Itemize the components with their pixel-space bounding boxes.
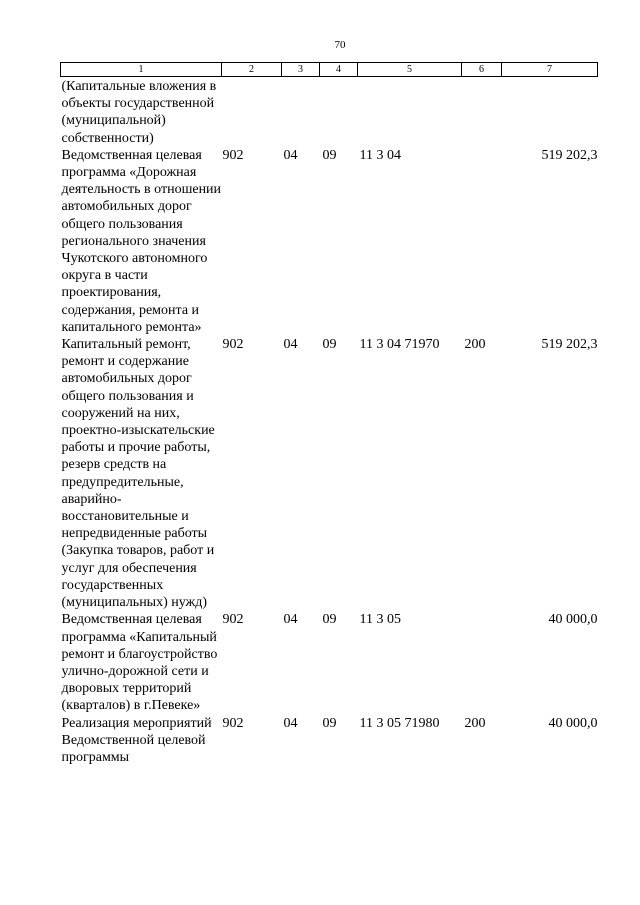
row-section-code: 04 bbox=[283, 715, 298, 731]
row-section-code: 04 bbox=[283, 612, 298, 628]
row-target-code: 11 3 05 71980 bbox=[359, 715, 440, 731]
row-ministry-code: 902 bbox=[222, 147, 244, 163]
column-number-4: 4 bbox=[320, 63, 358, 77]
table-row bbox=[61, 77, 598, 147]
row-ministry-code: 902 bbox=[222, 337, 244, 353]
column-number-6: 6 bbox=[462, 63, 502, 77]
row-target-code: 11 3 05 bbox=[359, 612, 401, 628]
table-row bbox=[61, 715, 598, 767]
row-subsection-code: 09 bbox=[322, 337, 337, 353]
row-name: Реализация мероприятий Ведомственной целевой программы bbox=[61, 715, 212, 765]
row-subsection-code: 09 bbox=[322, 612, 337, 628]
row-section-code: 04 bbox=[283, 147, 298, 163]
page-number: 70 bbox=[334, 39, 346, 51]
row-amount: 519 202,3 bbox=[541, 147, 598, 163]
row-amount bbox=[502, 77, 598, 147]
budget-table bbox=[60, 62, 598, 766]
row-amount: 40 000,0 bbox=[548, 612, 598, 628]
column-number-5: 5 bbox=[358, 63, 462, 77]
row-kind-code bbox=[462, 147, 502, 336]
row-name: Ведомственная целевая программа «Дорожная деятельность в отношении автомобильных дорог общего пользования регионального значения Чукотского автономного округа в части проектирования, содержания, ремонта и капитального ремонта» bbox=[61, 147, 222, 335]
row-ministry-code bbox=[222, 77, 282, 147]
row-name: Капитальный ремонт, ремонт и содержание автомобильных дорог общего пользования и сооружений на них, проектно-изыскательские работы и прочие работы, резерв средств на предупредительные, аварийно-восстановительные и непредвиденные работы (Закупка товаров, работ и услуг для обеспечения государственных (муниципальных) нужд) bbox=[61, 337, 215, 611]
row-name: (Капитальные вложения в объекты государственной (муниципальной) собственности) bbox=[61, 79, 217, 146]
row-ministry-code: 902 bbox=[222, 612, 244, 628]
row-subsection-code: 09 bbox=[322, 147, 337, 163]
row-name: Ведомственная целевая программа «Капитальный ремонт и благоустройство улично-дорожной сети и дворовых территорий (кварталов) в г.Певеке» bbox=[61, 612, 218, 714]
row-kind-code: 200 bbox=[464, 715, 486, 731]
row-ministry-code: 902 bbox=[222, 715, 244, 731]
table-row bbox=[61, 147, 598, 336]
row-kind-code bbox=[462, 611, 502, 714]
column-number-1: 1 bbox=[61, 63, 222, 77]
row-kind-code bbox=[462, 77, 502, 147]
row-amount: 40 000,0 bbox=[548, 715, 598, 731]
row-subsection-code bbox=[320, 77, 358, 147]
row-section-code bbox=[282, 77, 320, 147]
row-section-code: 04 bbox=[283, 337, 298, 353]
column-number-2: 2 bbox=[222, 63, 282, 77]
row-target-code bbox=[358, 77, 462, 147]
row-target-code: 11 3 04 71970 bbox=[359, 337, 440, 353]
column-number-3: 3 bbox=[282, 63, 320, 77]
row-amount: 519 202,3 bbox=[541, 337, 598, 353]
row-target-code: 11 3 04 bbox=[359, 147, 401, 163]
column-number-7: 7 bbox=[502, 63, 598, 77]
table-row bbox=[61, 336, 598, 611]
table-row bbox=[61, 611, 598, 714]
column-number-header bbox=[61, 63, 598, 77]
row-kind-code: 200 bbox=[464, 337, 486, 353]
row-subsection-code: 09 bbox=[322, 715, 337, 731]
